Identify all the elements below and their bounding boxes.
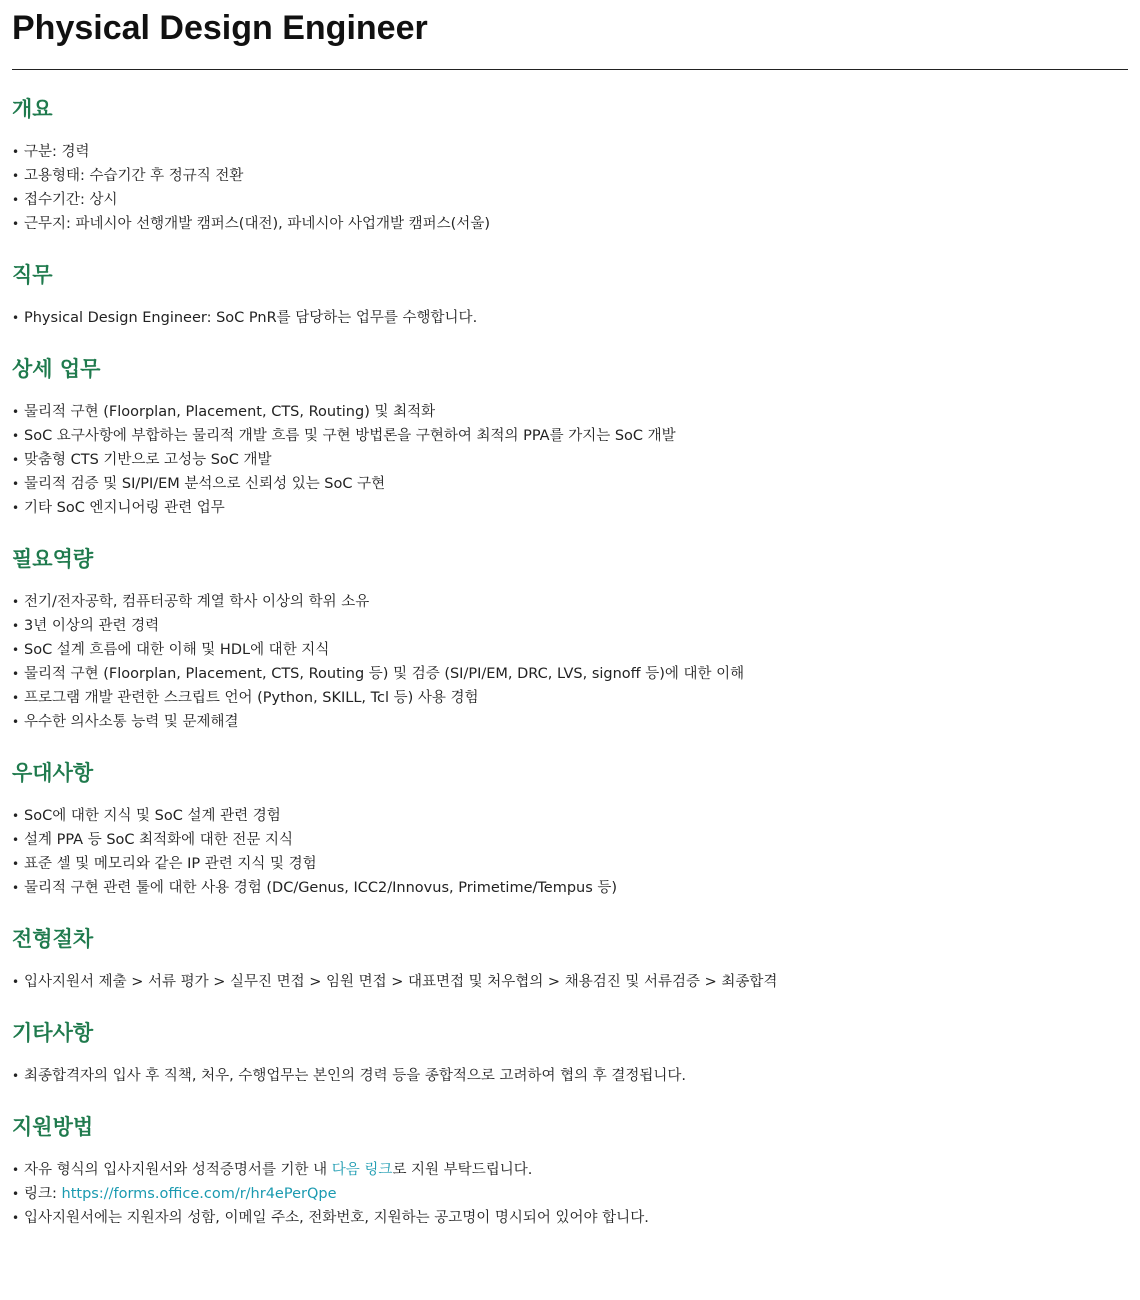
section-heading-details: 상세 업무 <box>12 357 101 381</box>
bullet-list <box>12 804 1128 900</box>
list-item: • 입사지원서에는 지원자의 성함, 이메일 주소, 전화번호, 지원하는 공고명이 명시되어 있어야 합니다. <box>12 1206 1128 1230</box>
list-item: • 프로그램 개발 관련한 스크립트 언어 (Python, SKILL, Tcl 등) 사용 경험 <box>12 686 1128 710</box>
list-item <box>12 1182 1128 1206</box>
list-item: • 구분: 경력 <box>12 140 1128 164</box>
section-details <box>12 354 1128 520</box>
section-misc <box>12 1018 1128 1088</box>
page-title: Physical Design Engineer <box>12 9 428 47</box>
section-overview <box>12 94 1128 236</box>
list-item: • 최종합격자의 입사 후 직책, 처우, 수행업무는 본인의 경력 등을 종합적으로 고려하여 협의 후 결정됩니다. <box>12 1064 1128 1088</box>
bullet-list <box>12 400 1128 520</box>
list-item: • 전기/전자공학, 컴퓨터공학 계열 학사 이상의 학위 소유 <box>12 590 1128 614</box>
list-item: • 물리적 구현 (Floorplan, Placement, CTS, Routing 등) 및 검증 (SI/PI/EM, DRC, LVS, signoff 등)에 대한 이해 <box>12 662 1128 686</box>
list-item: • 근무지: 파네시아 선행개발 캠퍼스(대전), 파네시아 사업개발 캠퍼스(서울) <box>12 212 1128 236</box>
section-heading-overview: 개요 <box>12 97 53 121</box>
list-item: • 물리적 구현 (Floorplan, Placement, CTS, Routing) 및 최적화 <box>12 400 1128 424</box>
section-heading-requirements: 필요역량 <box>12 547 94 571</box>
sections-container <box>12 94 1128 1088</box>
section-heading-duty: 직무 <box>12 263 53 287</box>
section-requirements <box>12 544 1128 734</box>
apply-list <box>12 1158 1128 1230</box>
list-item: • 입사지원서 제출 > 서류 평가 > 실무진 면접 > 임원 면접 > 대표면접 및 처우협의 > 채용검진 및 서류검증 > 최종합격 <box>12 970 1128 994</box>
section-heading-process: 전형절차 <box>12 927 94 951</box>
list-item <box>12 1158 1128 1182</box>
apply-link[interactable]: 다음 링크 <box>331 1162 393 1178</box>
apply-text-pre: 자유 형식의 입사지원서와 성적증명서를 기한 내 <box>24 1162 332 1178</box>
section-heading-apply: 지원방법 <box>12 1115 94 1139</box>
list-item: • SoC에 대한 지식 및 SoC 설계 관련 경험 <box>12 804 1128 828</box>
bullet-list <box>12 590 1128 734</box>
section-apply <box>12 1112 1128 1230</box>
list-item: • 접수기간: 상시 <box>12 188 1128 212</box>
list-item: • 물리적 구현 관련 툴에 대한 사용 경험 (DC/Genus, ICC2/Innovus, Primetime/Tempus 등) <box>12 876 1128 900</box>
section-heading-misc: 기타사항 <box>12 1021 94 1045</box>
section-duty <box>12 260 1128 330</box>
list-item: • SoC 요구사항에 부합하는 물리적 개발 흐름 및 구현 방법론을 구현하여 최적의 PPA를 가지는 SoC 개발 <box>12 424 1128 448</box>
bullet-list <box>12 306 1128 330</box>
list-item: • 물리적 검증 및 SI/PI/EM 분석으로 신뢰성 있는 SoC 구현 <box>12 472 1128 496</box>
bullet-list <box>12 970 1128 994</box>
form-url-link[interactable]: https://forms.office.com/r/hr4ePerQpe <box>61 1186 337 1202</box>
bullet-list <box>12 1064 1128 1088</box>
section-process <box>12 924 1128 994</box>
section-preferred <box>12 758 1128 900</box>
link-label: 링크: <box>24 1186 62 1202</box>
list-item: • 우수한 의사소통 능력 및 문제해결 <box>12 710 1128 734</box>
list-item: • 기타 SoC 엔지니어링 관련 업무 <box>12 496 1128 520</box>
section-heading-preferred: 우대사항 <box>12 761 94 785</box>
title-divider <box>12 69 1128 70</box>
list-item: • 설계 PPA 등 SoC 최적화에 대한 전문 지식 <box>12 828 1128 852</box>
list-item: • 고용형태: 수습기간 후 정규직 전환 <box>12 164 1128 188</box>
list-item: • Physical Design Engineer: SoC PnR를 담당하는 업무를 수행합니다. <box>12 306 1128 330</box>
list-item: • 맞춤형 CTS 기반으로 고성능 SoC 개발 <box>12 448 1128 472</box>
list-item: • 3년 이상의 관련 경력 <box>12 614 1128 638</box>
bullet-list <box>12 140 1128 236</box>
list-item: • SoC 설계 흐름에 대한 이해 및 HDL에 대한 지식 <box>12 638 1128 662</box>
apply-text-post: 로 지원 부탁드립니다. <box>392 1162 533 1178</box>
list-item: • 표준 셀 및 메모리와 같은 IP 관련 지식 및 경험 <box>12 852 1128 876</box>
